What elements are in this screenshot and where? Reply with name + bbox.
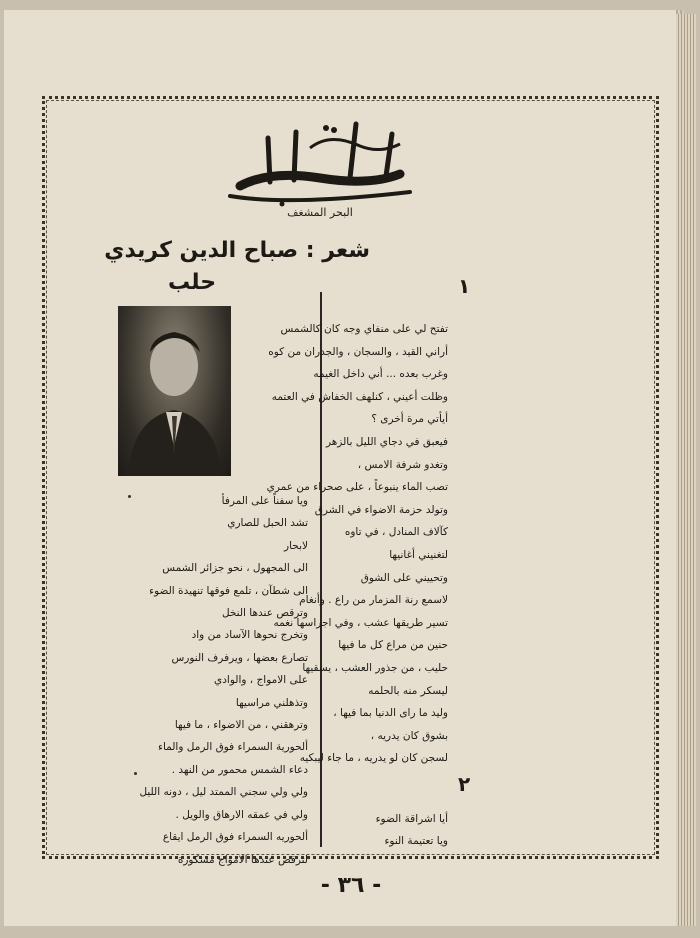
verse-line: الى المجهول ، نحو جزائر الشمس	[162, 562, 308, 575]
verse-line: وتذهلني مراسيها	[235, 696, 308, 709]
verse-line: لاسمع رنة المزمار من راع . وأنغام	[299, 594, 448, 607]
verse-line: أيأتي مرة أخرى ؟	[371, 413, 448, 426]
verse-line: ولي ولي سجني الممتد ليل ، دونه الليل	[139, 786, 308, 799]
verse-line: وغرب بعده ... أني داخل الغيمه	[313, 368, 448, 381]
verse-line: وتغدو شرفة الامس ،	[357, 458, 448, 471]
verse-line: الى شطآن ، تلمع فوقها تنهيدة الضوء	[149, 584, 308, 597]
verse-line: وظلت أعيني ، كنلهف الخفاش في العتمه	[271, 390, 448, 403]
verse-line: تسير طريقها عشب ، وفي اجراسها نغمه	[273, 616, 448, 629]
section-number-2: ٢	[458, 772, 471, 796]
verse-line: تفتح لي على منفاي وجه كان كالشمس	[280, 323, 448, 335]
verse-line: ويا سفناً على المرفأ	[221, 495, 308, 507]
verse-line: ليسكر منه بالحلمه	[368, 684, 448, 697]
poet-byline: شعر : صباح الدين كريدي	[104, 238, 370, 263]
verse-line: لسجن كان لو يدريه ، ما جاء ليبكيه	[299, 752, 448, 765]
verse-line: دعاء الشمس محمور من النهد .	[171, 763, 308, 776]
verse-line: وترقص عندها النخل	[221, 607, 308, 620]
section-number-1: ١	[458, 274, 471, 298]
page-number: - ٣٦ -	[320, 873, 382, 898]
portrait-icon	[118, 306, 231, 476]
verse-line: وترهقني ، من الاضواء ، ما فيها	[174, 719, 308, 732]
verse-line: ويا تعتيمة النوء	[384, 835, 448, 847]
verse-line: ولي في عمقه الارهاق والويل .	[175, 808, 308, 821]
verse-line: ألحورية السمراء فوق الرمل والماء	[158, 741, 308, 754]
verse-line: أيا اشراقة الضوء	[375, 813, 448, 825]
verse-line: تصب الماء ينبوعاً ، على صحراء من عمري	[266, 481, 448, 494]
verse-line: وتخرج نحوها الآساد من واد	[191, 629, 308, 642]
verse-line: أراني القيد ، والسجان ، والجدران من كوه	[268, 345, 448, 358]
verse-line: بشوق كان يدريه ،	[370, 729, 448, 742]
verse-line: كآلاف المنادل ، في تاوه	[344, 526, 448, 539]
verse-line: لترقص عندها الامواج مسكورة	[177, 853, 308, 866]
title-text: البحر المشغف	[287, 206, 353, 219]
verse-line: ألحوريه السمراء فوق الرمل ايقاع	[162, 831, 308, 844]
verse-line: على الامواج ، والوادي	[214, 674, 308, 687]
verse-line: تشد الحبل للصاري	[227, 517, 308, 530]
portrait-photo	[118, 306, 231, 476]
verse-line: تصارع بعضها ، ويرفرف النورس	[171, 651, 308, 664]
verse-line: وتحييني على الشوق	[360, 571, 448, 584]
ink-speck	[134, 772, 137, 775]
verse-line: وليد ما راى الدنيا بما فيها ،	[333, 707, 448, 720]
calligraphy-title	[210, 108, 430, 220]
verse-line: وتولد حزمة الاضواء في الشرق	[314, 503, 448, 516]
left-column-verses	[139, 490, 308, 871]
verse-line: لتغنيني أغانيها	[389, 548, 448, 561]
verse-line: لابحار	[284, 539, 308, 552]
verse-line: حليب ، من جذور العشب ، يسقيها	[302, 661, 448, 674]
page-edge	[676, 14, 696, 926]
ink-speck	[128, 495, 131, 498]
section2-verses	[376, 808, 448, 852]
poet-city: حلب	[168, 270, 217, 295]
verse-line: فيعبق في دجاي الليل بالزهر	[325, 435, 448, 448]
verse-line: حنين من مراع كل ما فيها	[338, 639, 448, 652]
